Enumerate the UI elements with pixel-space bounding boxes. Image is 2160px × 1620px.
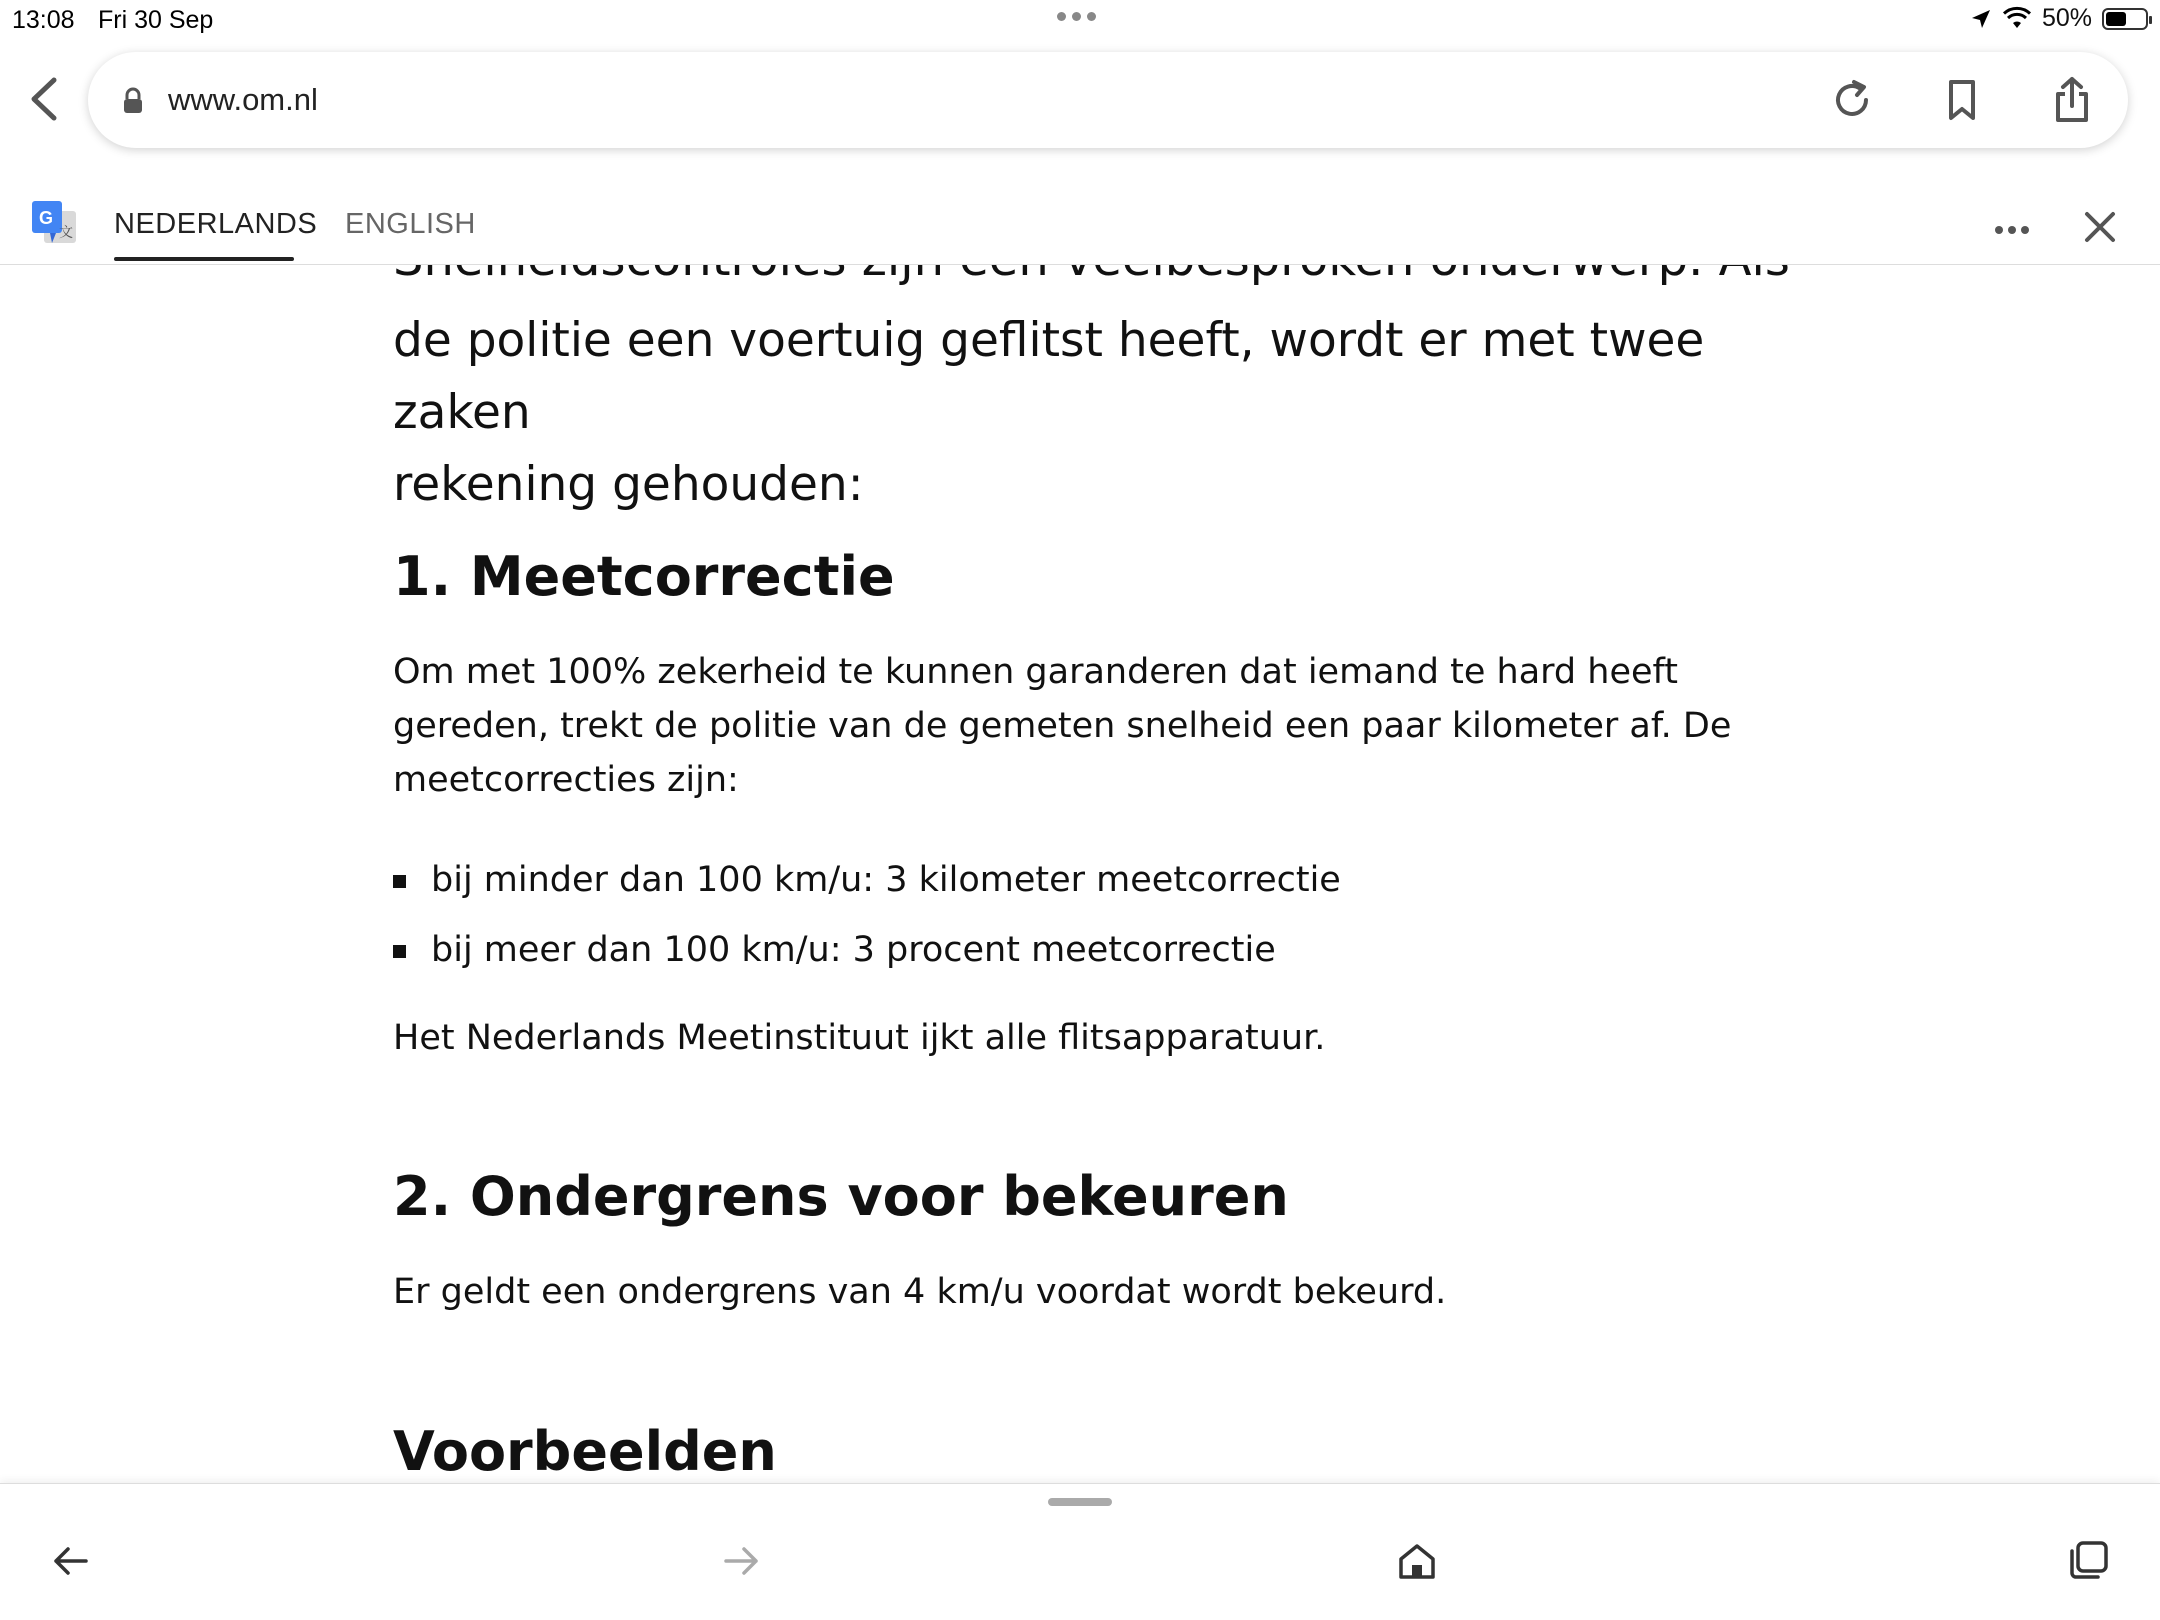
more-options-icon[interactable] (1992, 215, 2032, 245)
tabs-icon[interactable] (2066, 1539, 2110, 1583)
paragraph-nmi: Het Nederlands Meetinstituut ijkt alle flitsapparatuur. (393, 1018, 1326, 1058)
intro-line: rekening gehouden: (393, 457, 864, 512)
url-text[interactable]: www.om.nl (168, 82, 318, 117)
status-bar (0, 0, 2160, 44)
page-content (0, 265, 2160, 1483)
multitasking-dots-icon[interactable] (1057, 12, 1096, 21)
status-time: 13:08 (12, 6, 75, 34)
back-arrow-icon[interactable] (48, 1539, 92, 1583)
heading-voorbeelden: Voorbeelden (393, 1420, 777, 1483)
tab-english[interactable]: ENGLISH (345, 208, 476, 240)
heading-meetcorrectie: 1. Meetcorrectie (393, 545, 895, 608)
back-chevron-icon[interactable] (24, 74, 68, 124)
svg-text:文: 文 (59, 224, 73, 240)
status-date: Fri 30 Sep (98, 6, 214, 34)
active-tab-indicator (114, 257, 294, 261)
reload-icon[interactable] (1826, 74, 1878, 126)
tab-nederlands[interactable]: NEDERLANDS (114, 208, 318, 240)
battery-icon (2102, 8, 2148, 30)
meetcorrectie-list (393, 845, 1341, 985)
bookmark-icon[interactable] (1936, 74, 1988, 126)
intro-line: de politie een voertuig geflitst heeft, wordt er met twee zaken (393, 313, 1705, 440)
google-translate-icon (30, 199, 80, 247)
share-icon[interactable] (2046, 74, 2098, 126)
svg-text:G: G (39, 208, 54, 228)
list-item: bij meer dan 100 km/u: 3 procent meetcorrectie (393, 915, 1341, 985)
translate-bar (0, 195, 2160, 265)
close-icon[interactable] (2082, 209, 2118, 245)
bottom-toolbar (0, 1483, 2160, 1620)
list-item: bij minder dan 100 km/u: 3 kilometer meetcorrectie (393, 845, 1341, 915)
wifi-icon (2002, 8, 2032, 30)
address-bar[interactable] (88, 52, 2128, 148)
forward-arrow-icon[interactable] (720, 1539, 764, 1583)
lock-icon (122, 88, 144, 114)
paragraph-ondergrens: Er geldt een ondergrens van 4 km/u voordat wordt bekeurd. (393, 1272, 1447, 1312)
status-indicators (1970, 4, 2148, 33)
intro-text (393, 305, 1793, 521)
battery-percentage: 50% (2041, 4, 2092, 32)
heading-ondergrens: 2. Ondergrens voor bekeuren (393, 1165, 1289, 1228)
drag-handle[interactable] (1048, 1498, 1112, 1506)
paragraph-meetcorrectie: Om met 100% zekerheid te kunnen garanderen dat iemand te hard heeft gereden, trekt de politie van de gemeten snelheid een paar kilometer af. De meetcorrecties zijn: (393, 652, 1732, 800)
home-icon[interactable] (1395, 1539, 1439, 1583)
location-arrow-icon (1970, 8, 1992, 30)
